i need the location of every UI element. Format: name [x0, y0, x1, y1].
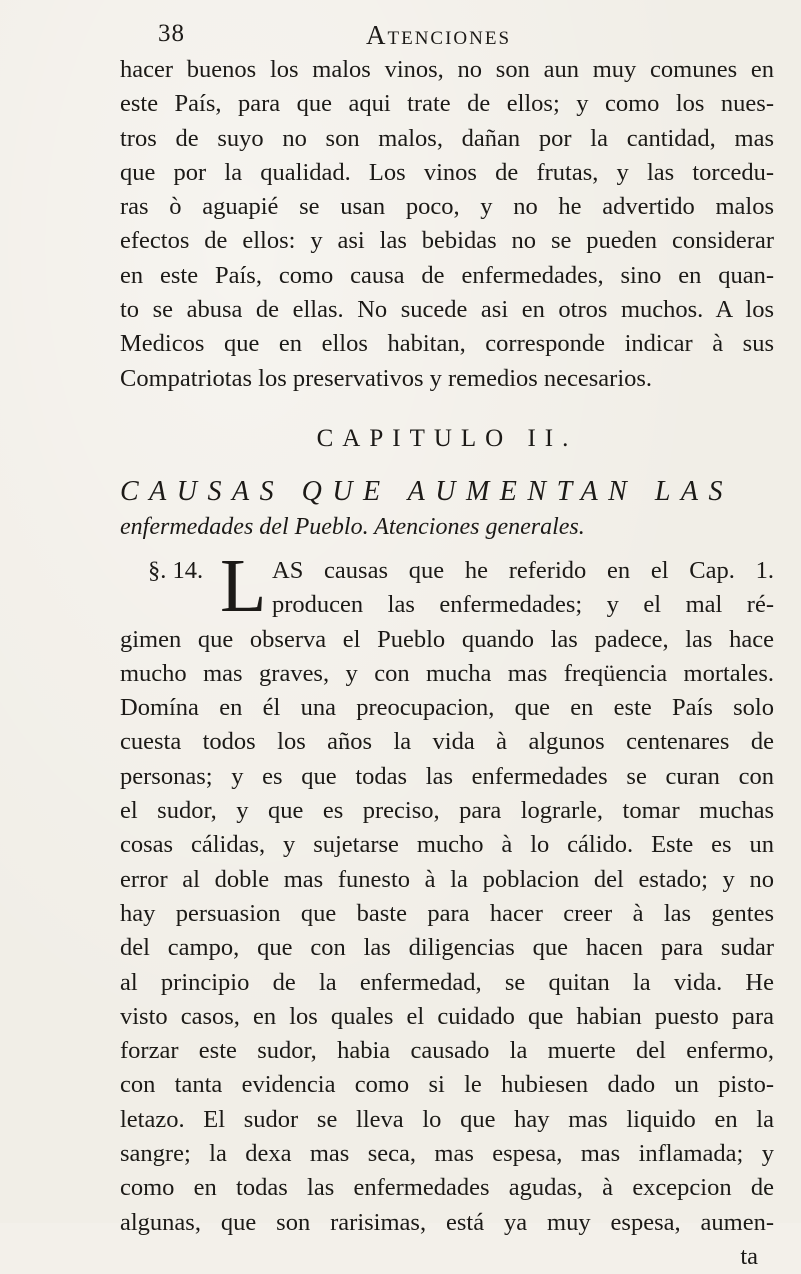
text-line: con tanta evidencia como si le hubiesen dado un pisto-	[120, 1071, 774, 1099]
text-line: hay persuasion que baste para hacer creer à las gentes	[120, 899, 774, 927]
text-line: en este País, como causa de enfermedades, sino en quan-	[120, 261, 774, 289]
text-line: Medicos que en ellos habitan, corresponde indicar à sus	[120, 330, 774, 358]
chapter-subtitle-line: CAUSAS QUE AUMENTAN LAS	[120, 476, 734, 507]
text-line: algunas, que son rarisimas, está ya muy espesa, aumen-	[120, 1208, 774, 1236]
running-head	[158, 20, 678, 56]
text-line: mucho mas graves, y con mucha mas freqüencia mortales.	[120, 659, 774, 687]
paragraph-top	[120, 53, 774, 396]
text-line: error al doble mas funesto à la poblacion del estado; y no	[120, 865, 774, 893]
text-line: que por la qualidad. Los vinos de frutas, y las torcedu-	[120, 158, 774, 186]
text-line: ras ò aguapié se usan poco, y no he advertido malos	[120, 193, 774, 221]
text-line: cuesta todos los años la vida à algunos centenares de	[120, 728, 774, 756]
section-second-line	[120, 588, 774, 622]
chapter-heading: CAPITULO II.	[316, 425, 578, 452]
running-title: Atenciones	[366, 20, 512, 50]
text-line: hacer buenos los malos vinos, no son aun muy comunes en	[120, 56, 774, 83]
text-line: al principio de la enfermedad, se quitan la vida. He	[120, 968, 774, 996]
text-line: visto casos, en los quales el cuidado que habian puesto para	[120, 1002, 774, 1030]
text-line: AS causas que he referido en el Cap. 1.	[272, 557, 774, 584]
drop-cap: L	[220, 544, 267, 628]
text-line: producen las enfermedades; y el mal ré-	[272, 591, 774, 619]
text-line: sangre; la dexa mas seca, mas espesa, mas inflamada; y	[120, 1140, 774, 1168]
text-line: tros de suyo no son malos, dañan por la cantidad, mas	[120, 124, 774, 152]
text-line: to se abusa de ellas. No sucede asi en otros muchos. A los	[120, 296, 774, 324]
text-line: forzar este sudor, habia causado la muerte del enfermo,	[120, 1037, 774, 1065]
section-14	[120, 544, 774, 1274]
text-line: letazo. El sudor se lleva lo que hay mas liquido en la	[120, 1105, 774, 1133]
text-line: Domína en él una preocupacion, que en este País solo	[120, 694, 774, 722]
text-line: este País, para que aqui trate de ellos; y como los nues-	[120, 90, 774, 118]
text-line: como en todas las enfermedades agudas, à excepcion de	[120, 1174, 774, 1202]
text-line: Compatriotas los preservativos y remedios necesarios.	[120, 364, 653, 392]
text-line: el sudor, y que es preciso, para lograrle, tomar muchas	[120, 797, 774, 825]
page-number: 38	[158, 20, 185, 47]
text-line: del campo, que con las diligencias que hacen para sudar	[120, 934, 774, 962]
chapter-subtitle-line: enfermedades del Pueblo. Atenciones generales.	[120, 514, 585, 540]
text-line: gimen que observa el Pueblo quando las padece, las hace	[120, 625, 774, 653]
chapter-subtitle	[120, 474, 774, 544]
section-mark: §. 14.	[148, 557, 204, 584]
text-line: cosas cálidas, y sujetarse mucho à lo cálido. Este es un	[120, 831, 774, 859]
text-line: personas; y es que todas las enfermedades se curan con	[120, 762, 774, 790]
text-line: efectos de ellos: y asi las bebidas no se pueden considerar	[120, 227, 774, 255]
catchword: ta	[740, 1242, 758, 1270]
